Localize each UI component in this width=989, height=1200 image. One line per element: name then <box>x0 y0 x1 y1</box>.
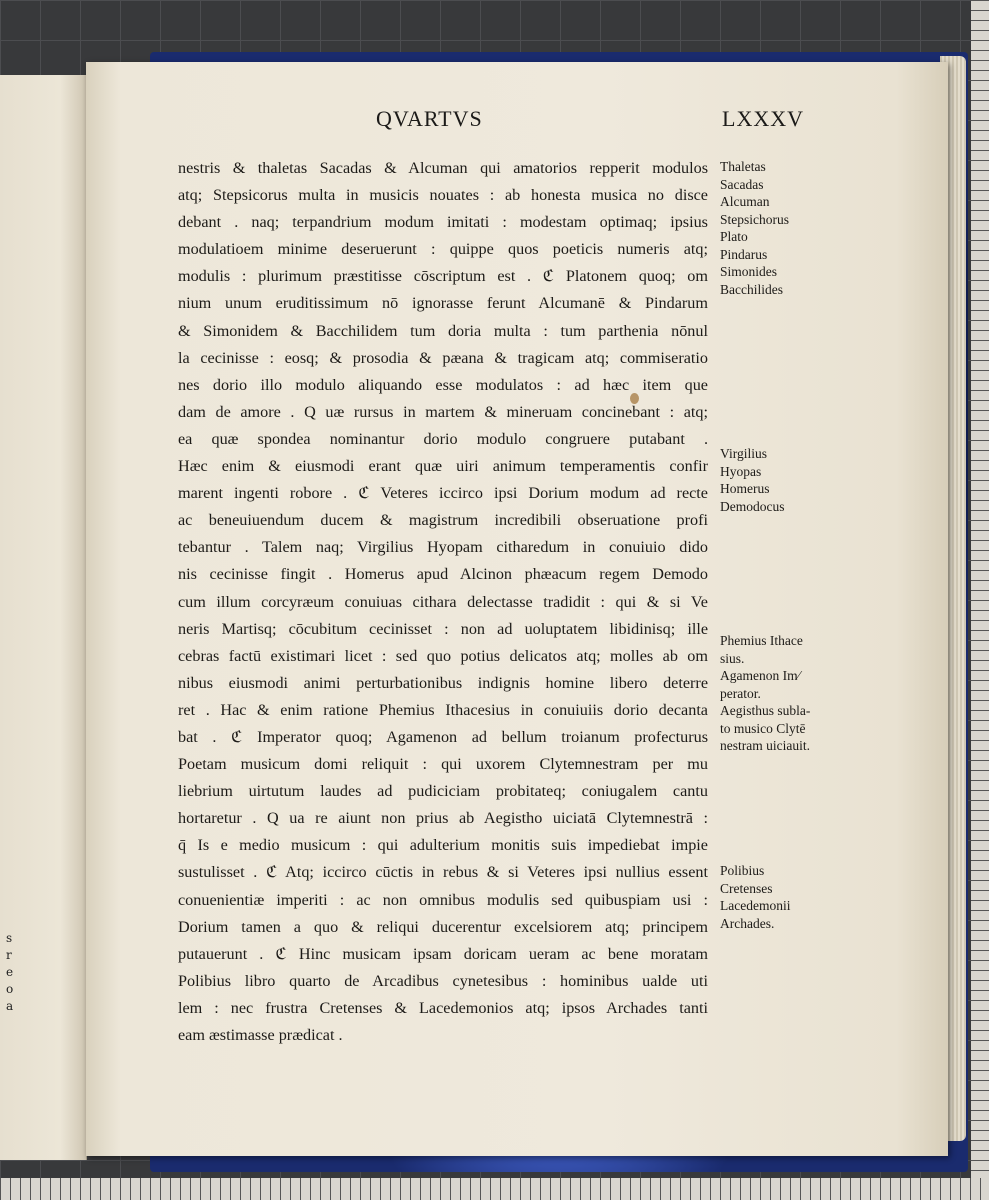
margin-note-entry: Simonides <box>720 264 778 279</box>
left-page-fragment: r <box>6 948 12 962</box>
text-line: dam de amore . Q uæ rursus in martem & mineruam concinebant : atq; <box>178 402 708 421</box>
margin-note-entry: Alcuman <box>720 194 770 209</box>
text-line: q̄ Is e medio musicum : qui adulterium monitis suis impediebat impie <box>178 836 708 855</box>
margin-note-entry: Aegisthus subla- <box>720 703 811 718</box>
text-line: neris Martisq; cōcubitum cecinisset : non ad uoluptatem libidinisq; ille <box>178 619 708 638</box>
text-line: putauerunt . ℭ Hinc musicam ipsam doricam ueram ac bene moratam <box>178 944 708 963</box>
ruler-right <box>971 0 989 1200</box>
margin-note-polibius <box>720 862 832 932</box>
text-line: & Simonidem & Bacchilidem tum doria multa : tum parthenia nōnul <box>178 321 708 340</box>
text-line: lem : nec frustra Cretenses & Lacedemonios atq; ipsos Archades tanti <box>178 998 708 1017</box>
left-page <box>0 75 87 1160</box>
text-line: la cecinisse : eosq; & prosodia & pæana & tragicam atq; commiseratio <box>178 348 708 367</box>
margin-note-entry: Stepsichorus <box>720 211 789 227</box>
text-line: modulis : plurimum præstitisse cōscriptum est . ℭ Platonem quoq; om <box>178 267 708 286</box>
left-page-fragment: s <box>6 931 13 945</box>
text-line: nibus eiusmodi animi perturbationibus indignis homine libero deterre <box>178 673 708 692</box>
margin-note-entry: Hyopas <box>720 463 762 479</box>
margin-note-phemius-agamenon <box>720 632 832 755</box>
margin-note-entry: Bacchilides <box>720 281 783 297</box>
margin-note-entry: to musico Clytē <box>720 720 806 736</box>
ruler-bottom <box>0 1178 989 1200</box>
body-text-block <box>178 155 708 1049</box>
margin-note-entry: Cretenses <box>720 880 773 896</box>
text-line: liebrium uirtutum laudes ad pudiciciam probitateq; coniugalem cantu <box>178 782 708 801</box>
text-line: ea quæ spondea nominantur dorio modulo congruere putabant . <box>178 429 708 448</box>
text-line: debant . naq; terpandrium modum imitati : modestam optimaq; ipsius <box>178 213 708 232</box>
left-page-text-fragments <box>6 930 13 1015</box>
margin-note-entry: nestram uiciauit. <box>720 738 810 753</box>
margin-note-entry: Lacedemonii <box>720 898 791 913</box>
margin-note-entry: Pindarus <box>720 246 768 262</box>
text-line: Poetam musicum domi reliquit : qui uxorem Clytemnestram per mu <box>178 755 708 774</box>
text-line-last: eam æstimasse prædicat . <box>178 1026 343 1044</box>
text-line: cebras factū existimari licet : sed quo potius delicatos atq; molles ab om <box>178 646 708 665</box>
text-line: modulatioem minime deseruerunt : quippe quos poeticis numeris atq; <box>178 240 708 259</box>
margin-note-singers <box>720 445 832 515</box>
text-line: ret . Hac & enim ratione Phemius Ithacesius in conuiuiis dorio decanta <box>178 700 708 719</box>
text-line: marent ingenti robore . ℭ Veteres iccirco ipsi Dorium modum ad recte <box>178 484 708 503</box>
text-line: sustulisset . ℭ Atq; iccirco cūctis in rebus & si Veteres ipsi nullius essent <box>178 863 708 882</box>
text-line: Hæc enim & eiusmodi erant quæ uiri animum temperamentis confir <box>178 457 708 476</box>
text-line: cum illum corcyræum conuiuas cithara delectasse tradidit : qui & si Ve <box>178 592 708 611</box>
margin-note-entry: perator. <box>720 685 761 701</box>
running-head: QVARTVS <box>376 106 483 131</box>
text-line: conuenientiæ imperiti : ac non omnibus modulis sed quibuspiam usi : <box>178 890 708 909</box>
margin-note-entry: Agamenon Im⁄ <box>720 668 800 683</box>
text-line: nestris & thaletas Sacadas & Alcuman qui amatorios repperit modulos <box>178 159 708 177</box>
margin-note-entry: Phemius Ithace <box>720 633 803 648</box>
left-page-fragment: e <box>6 965 14 979</box>
text-line: Dorium tamen a quo & reliqui ducerentur excelsiorem atq; principem <box>178 917 708 936</box>
margin-note-entry: Plato <box>720 229 748 244</box>
left-page-fragment: o <box>6 982 14 996</box>
margin-note-entry: Virgilius <box>720 446 767 461</box>
margin-note-entry: sius. <box>720 650 745 666</box>
margin-note-entry: Thaletas <box>720 159 766 174</box>
text-line: atq; Stepsicorus multa in musicis nouates : ab honesta musica no disce <box>178 186 708 205</box>
margin-note-entry: Sacadas <box>720 176 764 192</box>
text-line: nium unum eruditissimum nō ignorasse ferunt Alcumanē & Pindarum <box>178 294 708 313</box>
text-line: nes dorio illo modulo aliquando esse modulatos : ad hæc item que <box>178 375 708 394</box>
margin-note-entry: Polibius <box>720 863 765 878</box>
text-line: nis cecinisse fingit . Homerus apud Alcinon phæacum regem Demodo <box>178 565 708 584</box>
text-line: hortaretur . Q ua re aiunt non prius ab Aegistho uiciatā Clytemnestrā : <box>178 809 708 828</box>
margin-note-entry: Archades. <box>720 915 775 931</box>
margin-note-entry: Homerus <box>720 481 770 496</box>
margin-note-poets <box>720 158 832 298</box>
folio-number: LXXXV <box>722 106 804 131</box>
margin-note-entry: Demodocus <box>720 498 785 514</box>
text-line: bat . ℭ Imperator quoq; Agamenon ad bellum troianum profecturus <box>178 727 708 746</box>
text-line: tebantur . Talem naq; Virgilius Hyopam citharedum in conuiuio dido <box>178 538 708 557</box>
text-line: ac beneuiuendum ducem & magistrum incredibili obseruatione profi <box>178 511 708 530</box>
text-line: Polibius libro quarto de Arcadibus cynetesibus : hominibus ualde uti <box>178 971 708 990</box>
left-page-fragment: a <box>6 999 14 1013</box>
